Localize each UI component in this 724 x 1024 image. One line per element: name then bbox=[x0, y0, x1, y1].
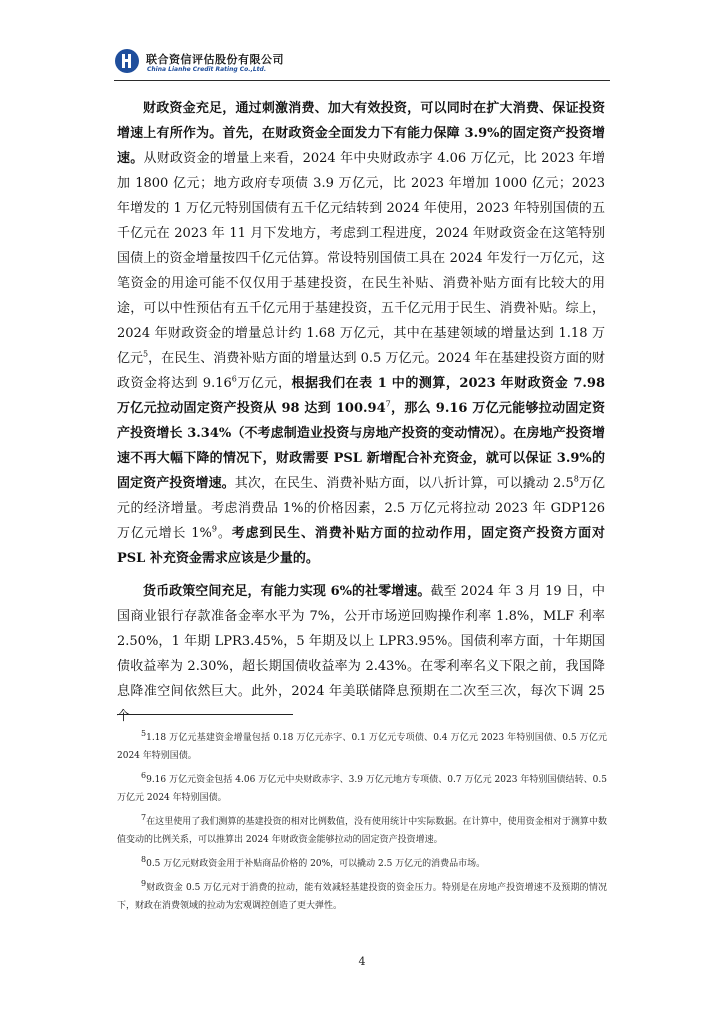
footnote-ref-8: 8 bbox=[573, 474, 579, 484]
paragraph-monetary bbox=[117, 579, 605, 729]
fiscal-text-2: ，在民生、消费补贴方面的增量达到 0.5 万亿元。2024 年在基建投资方面的财政资金将达到 9.16 bbox=[117, 351, 605, 391]
fiscal-bold-2: ，那么 9.16 万亿元能够拉动固定资产投资增长 3.34%（不考虑制造业投资与房地产投资的变动情况）。在房地产投资增速不再大幅下降的情况下，财政需要 PSL 新增配合补充资金，就可以保证 3.9%的固定资产投资增速。 bbox=[117, 401, 606, 491]
fiscal-text-5: 万亿元的经济增量。考虑消费品 1%的价格因素，2.5 万亿元将拉动 2023 年 GDP126 万亿元增长 1% bbox=[117, 476, 605, 541]
lianhe-logo-icon bbox=[114, 48, 140, 74]
header-divider bbox=[114, 80, 610, 81]
footnote-ref-9: 9 bbox=[211, 524, 217, 534]
footnote-ref-5: 5 bbox=[143, 349, 149, 359]
footnote-divider bbox=[117, 714, 293, 715]
footnotes bbox=[117, 729, 607, 921]
main-body bbox=[117, 96, 605, 737]
company-name-en: China Lianhe Credit Rating Co.,Ltd. bbox=[147, 66, 267, 73]
company-name-cn: 联合资信评估股份有限公司 bbox=[146, 53, 284, 66]
footnote-ref-7: 7 bbox=[385, 399, 391, 409]
monetary-text: 截至 2024 年 3 月 19 日，中国商业银行存款准备金率水平为 7%，公开市场逆回购操作利率 1.8%，MLF 利率 2.50%，1 年期 LPR3.45%，5 年期及以上 LPR3.95%。国债利率方面，十年期国债收益率为 2.30%，超长期国债收益率为 2.43%。在零利率名义下限之前，我国降息降准空间依然巨大。此外，2024 年美联储降息预期在二次至三次，每次下调 25 个 bbox=[117, 584, 605, 724]
footnote-7: $^7$在这里使用了我们测算的基建投资的相对比例数值，没有使用统计中实际数据。在计算中，使用资金相对于测算中数值变动的比例关系，可以推算出 2024 年财政资金能够拉动的固定资产投资增速。 bbox=[117, 813, 607, 845]
paragraph-fiscal bbox=[117, 96, 605, 571]
footnote-8: $^8$0.5 万亿元财政资金用于补贴商品价格的 20%，可以撬动 2.5 万亿元的消费品市场。 bbox=[141, 855, 486, 869]
fiscal-bold-3: 考虑到民生、消费补贴方面的拉动作用，固定资产投资方面对 PSL 补充资金需求应该是少量的。 bbox=[117, 526, 605, 566]
fiscal-text-1: 从财政资金的增量上来看，2024 年中央财政赤字 4.06 万亿元，比 2023 年增加 1800 亿元；地方政府专项债 3.9 万亿元，比 2023 年增加 1000 亿元；2023 年增发的 1 万亿元特别国债有五千亿元结转到 2024 年使用，2023 年特别国债的五千亿元在 2023 年 11 月下发地方，考虑到工程进度，2024 年财政资金在这笔特别国债上的资金增量按四千亿元估算。常设特别国债工具在 2024 年发行一万亿元，这笔资金的用途可能不仅仅用于基建投资，在民生补贴、消费补贴方面有比较大的用途，可以中性预估有五千亿元用于基建投资，五千亿元用于民生、消费补贴。综上，2024 年财政资金的增量总计约 1.68 万亿元，其中在基建领域的增量达到 1.18 万亿元 bbox=[117, 151, 605, 366]
footnote-6: $^6$9.16 万亿元资金包括 4.06 万亿元中央财政赤字、3.9 万亿元地方专项债、0.7 万亿元 2023 年特别国债结转、0.5 万亿元 2024 年特别国债。 bbox=[117, 771, 607, 803]
fiscal-text-6: 。 bbox=[217, 526, 232, 541]
footnote-5: $^5$1.18 万亿元基建资金增量包括 0.18 万亿元赤字、0.1 万亿元专项债、0.4 万亿元 2023 年特别国债、0.5 万亿元 2024 年特别国债。 bbox=[117, 729, 607, 761]
fiscal-lead: 财政资金充足，通过刺激消费、加大有效投资，可以同时在扩大消费、保证投资增速上有所作为。首先，在财政资金全面发力下有能力保障 3.9%的固定资产投资增速。 bbox=[117, 101, 605, 166]
page-header bbox=[114, 44, 610, 86]
fiscal-text-3: 万亿元， bbox=[236, 376, 292, 391]
footnote-9: $^9$财政资金 0.5 万亿元对于消费的拉动，能有效减轻基建投资的资金压力。特别是在房地产投资增速不及预期的情况下，财政在消费领域的拉动为宏观调控创造了更大弹性。 bbox=[117, 879, 607, 911]
fiscal-text-4: 其次，在民生、消费补贴方面，以八折计算，可以撬动 2.5 bbox=[234, 476, 574, 491]
fiscal-bold-1: 根据我们在表 1 中的测算，2023 年财政资金 7.98 万亿元拉动固定资产投资从 98 达到 100.94 bbox=[117, 376, 606, 416]
footnote-ref-6: 6 bbox=[231, 374, 237, 384]
page-number: 4 bbox=[358, 955, 366, 968]
monetary-lead: 货币政策空间充足，有能力实现 6%的社零增速。 bbox=[143, 584, 431, 599]
